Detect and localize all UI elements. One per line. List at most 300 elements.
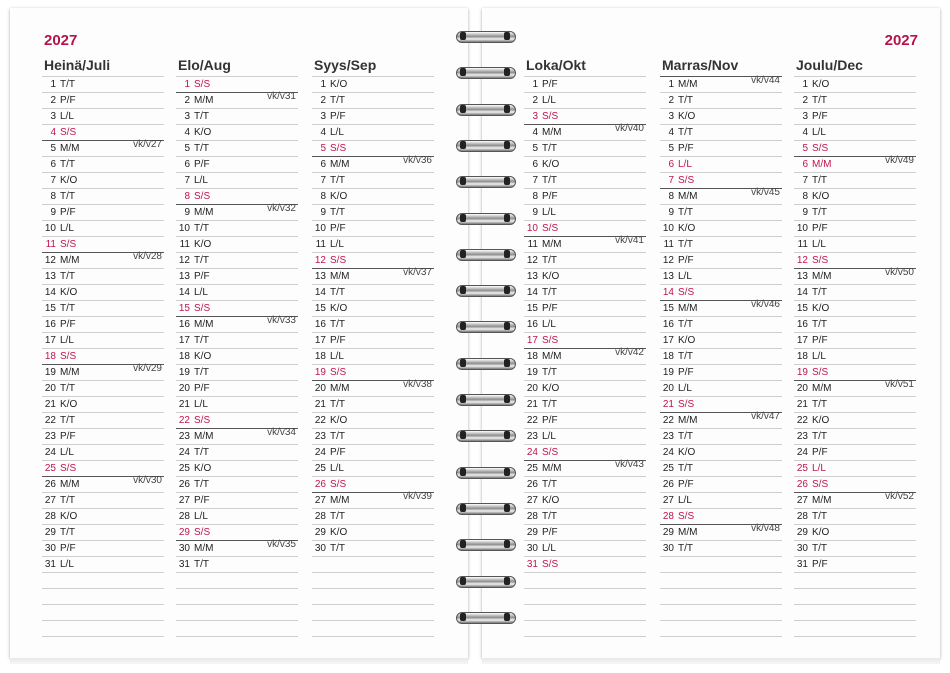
day-number: 12 [314, 255, 326, 266]
weekday-abbr: T/T [60, 495, 75, 506]
day-number: 1 [50, 79, 56, 90]
note-line [176, 605, 298, 621]
weekday-abbr: S/S [678, 399, 695, 410]
weekday-abbr: S/S [60, 239, 77, 250]
day-number: 29 [796, 527, 808, 538]
day-number: 10 [662, 223, 674, 234]
day-number: 9 [802, 207, 808, 218]
week-number: vk/v41 [615, 235, 644, 246]
day-row [42, 109, 164, 125]
weekday-abbr: M/M [678, 527, 698, 538]
day-row [176, 109, 298, 125]
day-row [42, 252, 164, 269]
day-number: 22 [662, 415, 674, 426]
day-number: 5 [668, 143, 674, 154]
day-number: 21 [662, 399, 674, 410]
day-row [312, 380, 434, 397]
day-number: 18 [314, 351, 326, 362]
day-number: 19 [796, 367, 808, 378]
weekday-abbr: L/L [330, 239, 344, 250]
weekday-abbr: S/S [542, 111, 559, 122]
weekday-abbr: L/L [194, 399, 208, 410]
day-number: 27 [314, 495, 326, 506]
weekday-abbr: M/M [330, 159, 350, 170]
spiral-binding [450, 28, 520, 648]
day-number: 18 [44, 351, 56, 362]
weekday-abbr: K/O [678, 335, 696, 346]
day-row [312, 268, 434, 285]
day-row [312, 317, 434, 333]
day-number: 1 [668, 79, 674, 90]
weekday-abbr: M/M [812, 495, 832, 506]
day-number: 14 [796, 287, 808, 298]
day-number: 15 [314, 303, 326, 314]
day-row [794, 285, 916, 301]
weekday-abbr: L/L [194, 287, 208, 298]
weekday-abbr: S/S [194, 79, 211, 90]
weekday-abbr: K/O [330, 527, 348, 538]
day-number: 29 [526, 527, 538, 538]
weekday-abbr: L/L [678, 271, 692, 282]
day-number: 5 [184, 143, 190, 154]
day-number: 6 [184, 159, 190, 170]
day-row [312, 492, 434, 509]
day-row [660, 93, 782, 109]
day-row [42, 333, 164, 349]
day-number: 14 [314, 287, 326, 298]
month-name: Syys/Sep [312, 56, 434, 77]
day-row [660, 445, 782, 461]
weekday-abbr: T/T [678, 207, 693, 218]
day-number: 13 [526, 271, 538, 282]
day-number: 27 [796, 495, 808, 506]
spiral-coil [450, 573, 520, 589]
weekday-abbr: S/S [60, 463, 77, 474]
day-row [524, 173, 646, 189]
day-row [660, 493, 782, 509]
weekday-abbr: K/O [812, 415, 830, 426]
day-row [42, 509, 164, 525]
note-line [312, 589, 434, 605]
day-number: 11 [315, 239, 326, 250]
spiral-coil [450, 101, 520, 117]
week-number: vk/v28 [133, 251, 162, 262]
day-number: 5 [532, 143, 538, 154]
day-row [42, 397, 164, 413]
day-number: 4 [668, 127, 674, 138]
day-row [524, 124, 646, 141]
weekday-abbr: S/S [194, 415, 211, 426]
weekday-abbr: P/F [60, 319, 76, 330]
day-number: 24 [44, 447, 56, 458]
weekday-abbr: K/O [194, 239, 212, 250]
day-row [176, 365, 298, 381]
day-number: 31 [44, 559, 56, 570]
day-number: 17 [178, 335, 190, 346]
day-row [312, 77, 434, 93]
day-number: 15 [662, 303, 674, 314]
day-row [42, 285, 164, 301]
weekday-abbr: T/T [330, 175, 345, 186]
day-number: 14 [662, 287, 674, 298]
weekday-abbr: P/F [678, 255, 694, 266]
day-row [312, 333, 434, 349]
weekday-abbr: S/S [330, 255, 347, 266]
note-line [312, 621, 434, 637]
weekday-abbr: P/F [542, 303, 558, 314]
day-number: 19 [314, 367, 326, 378]
day-row [312, 541, 434, 557]
note-line [524, 573, 646, 589]
weekday-abbr: M/M [60, 143, 80, 154]
day-row [794, 429, 916, 445]
day-row [312, 525, 434, 541]
day-row [312, 285, 434, 301]
day-row [794, 349, 916, 365]
day-number: 8 [668, 191, 674, 202]
weekday-abbr: L/L [60, 447, 74, 458]
day-number: 11 [797, 239, 808, 250]
weekday-abbr: P/F [812, 223, 828, 234]
note-line [660, 573, 782, 589]
day-number: 26 [178, 479, 190, 490]
weekday-abbr: T/T [678, 463, 693, 474]
day-row [660, 524, 782, 541]
day-row [312, 221, 434, 237]
day-row [42, 445, 164, 461]
month-column [42, 56, 164, 637]
day-row [176, 445, 298, 461]
week-number: vk/v31 [267, 91, 296, 102]
weekday-abbr: L/L [678, 383, 692, 394]
day-number: 4 [802, 127, 808, 138]
day-number: 8 [184, 191, 190, 202]
day-number: 20 [796, 383, 808, 394]
week-number: vk/v32 [267, 203, 296, 214]
day-number: 25 [178, 463, 190, 474]
weekday-abbr: L/L [330, 463, 344, 474]
day-row [176, 221, 298, 237]
day-number: 2 [50, 95, 56, 106]
weekday-abbr: T/T [60, 527, 75, 538]
spiral-coil [450, 210, 520, 226]
weekday-abbr: L/L [678, 495, 692, 506]
spiral-coil [450, 173, 520, 189]
weekday-abbr: K/O [812, 191, 830, 202]
day-row [524, 285, 646, 301]
day-row [794, 77, 916, 93]
note-line [176, 589, 298, 605]
day-number: 28 [662, 511, 674, 522]
day-number: 1 [802, 79, 808, 90]
day-number: 18 [796, 351, 808, 362]
day-number: 29 [314, 527, 326, 538]
day-number: 7 [802, 175, 808, 186]
note-line [42, 573, 164, 589]
day-number: 20 [44, 383, 56, 394]
day-row [660, 477, 782, 493]
day-row [312, 173, 434, 189]
weekday-abbr: K/O [194, 351, 212, 362]
day-row [176, 557, 298, 573]
day-row [176, 509, 298, 525]
day-row [312, 93, 434, 109]
weekday-abbr: S/S [542, 223, 559, 234]
week-number: vk/v33 [267, 315, 296, 326]
weekday-abbr: P/F [60, 95, 76, 106]
day-number: 2 [802, 95, 808, 106]
month-column [524, 56, 646, 637]
day-number: 13 [44, 271, 56, 282]
day-number: 10 [44, 223, 56, 234]
weekday-abbr: M/M [330, 271, 350, 282]
day-number: 6 [532, 159, 538, 170]
month-column [794, 56, 916, 637]
day-row [794, 237, 916, 253]
day-number: 13 [178, 271, 190, 282]
weekday-abbr: T/T [194, 255, 209, 266]
day-number: 12 [662, 255, 674, 266]
weekday-abbr: M/M [542, 239, 562, 250]
weekday-abbr: S/S [542, 447, 559, 458]
day-row [312, 413, 434, 429]
day-number: 5 [802, 143, 808, 154]
weekday-abbr: T/T [812, 319, 827, 330]
day-row [42, 557, 164, 573]
day-row [524, 348, 646, 365]
day-number: 28 [796, 511, 808, 522]
day-row [660, 269, 782, 285]
day-number: 15 [44, 303, 56, 314]
day-row [312, 189, 434, 205]
weekday-abbr: P/F [194, 159, 210, 170]
day-row [312, 205, 434, 221]
day-number: 7 [668, 175, 674, 186]
day-row [524, 189, 646, 205]
day-number: 4 [50, 127, 56, 138]
weekday-abbr: S/S [60, 127, 77, 138]
weekday-abbr: T/T [330, 543, 345, 554]
weekday-abbr: T/T [812, 175, 827, 186]
day-number: 5 [320, 143, 326, 154]
day-row [660, 461, 782, 477]
day-row [42, 93, 164, 109]
day-row [42, 413, 164, 429]
day-row [794, 333, 916, 349]
weekday-abbr: K/O [542, 159, 560, 170]
week-number: vk/v29 [133, 363, 162, 374]
day-row [660, 76, 782, 93]
day-number: 27 [526, 495, 538, 506]
day-row [794, 205, 916, 221]
day-row [312, 125, 434, 141]
weekday-abbr: T/T [678, 431, 693, 442]
day-number: 20 [314, 383, 326, 394]
day-number: 17 [314, 335, 326, 346]
weekday-abbr: K/O [330, 415, 348, 426]
day-row [42, 301, 164, 317]
month-column [176, 56, 298, 637]
weekday-abbr: M/M [542, 463, 562, 474]
week-number: vk/v30 [133, 475, 162, 486]
weekday-abbr: S/S [194, 527, 211, 538]
day-number: 30 [44, 543, 56, 554]
weekday-abbr: T/T [194, 335, 209, 346]
week-number: vk/v40 [615, 123, 644, 134]
weekday-abbr: T/T [542, 399, 557, 410]
day-row [660, 365, 782, 381]
day-row [660, 429, 782, 445]
week-number: vk/v39 [403, 491, 432, 502]
weekday-abbr: T/T [812, 95, 827, 106]
day-number: 29 [662, 527, 674, 538]
day-number: 22 [314, 415, 326, 426]
week-number: vk/v27 [133, 139, 162, 150]
day-number: 11 [663, 239, 674, 250]
day-number: 15 [178, 303, 190, 314]
day-row [42, 381, 164, 397]
weekday-abbr: K/O [542, 495, 560, 506]
day-number: 16 [796, 319, 808, 330]
day-number: 12 [796, 255, 808, 266]
day-row [660, 141, 782, 157]
spiral-coil [450, 355, 520, 371]
weekday-abbr: K/O [194, 463, 212, 474]
day-row [524, 317, 646, 333]
day-row [524, 205, 646, 221]
weekday-abbr: L/L [812, 239, 826, 250]
weekday-abbr: T/T [542, 175, 557, 186]
calendar-spread [10, 8, 940, 666]
day-number: 17 [44, 335, 56, 346]
day-row [176, 493, 298, 509]
day-row [176, 92, 298, 109]
day-row [524, 477, 646, 493]
week-number: vk/v42 [615, 347, 644, 358]
day-number: 31 [526, 559, 538, 570]
day-number: 7 [320, 175, 326, 186]
day-row [312, 237, 434, 253]
day-number: 18 [662, 351, 674, 362]
day-number: 7 [50, 175, 56, 186]
weekday-abbr: T/T [812, 511, 827, 522]
week-number: vk/v35 [267, 539, 296, 550]
day-number: 18 [178, 351, 190, 362]
day-number: 25 [526, 463, 538, 474]
spiral-coil [450, 318, 520, 334]
weekday-abbr: M/M [812, 383, 832, 394]
day-row [794, 525, 916, 541]
day-number: 29 [178, 527, 190, 538]
day-number: 28 [314, 511, 326, 522]
spiral-coil [450, 464, 520, 480]
weekday-abbr: K/O [812, 303, 830, 314]
day-row [660, 412, 782, 429]
day-row [176, 125, 298, 141]
day-number: 30 [314, 543, 326, 554]
day-row [524, 493, 646, 509]
day-row [524, 525, 646, 541]
weekday-abbr: S/S [330, 367, 347, 378]
day-row [42, 429, 164, 445]
note-line [312, 573, 434, 589]
note-line [660, 589, 782, 605]
weekday-abbr: L/L [678, 159, 692, 170]
weekday-abbr: T/T [812, 543, 827, 554]
day-number: 2 [532, 95, 538, 106]
day-number: 4 [320, 127, 326, 138]
weekday-abbr: P/F [60, 207, 76, 218]
weekday-abbr: P/F [330, 223, 346, 234]
weekday-abbr: S/S [812, 479, 829, 490]
weekday-abbr: P/F [330, 335, 346, 346]
weekday-abbr: T/T [60, 415, 75, 426]
day-row [660, 157, 782, 173]
weekday-abbr: M/M [542, 127, 562, 138]
week-number: vk/v50 [885, 267, 914, 278]
day-number: 3 [50, 111, 56, 122]
weekday-abbr: K/O [678, 111, 696, 122]
day-row [42, 317, 164, 333]
weekday-abbr: L/L [542, 319, 556, 330]
weekday-abbr: S/S [678, 175, 695, 186]
day-number: 10 [178, 223, 190, 234]
spiral-coil [450, 427, 520, 443]
weekday-abbr: T/T [60, 383, 75, 394]
day-row [660, 125, 782, 141]
weekday-abbr: M/M [330, 495, 350, 506]
weekday-abbr: M/M [194, 207, 214, 218]
weekday-abbr: T/T [330, 431, 345, 442]
weekday-abbr: S/S [194, 191, 211, 202]
day-number: 11 [179, 239, 190, 250]
day-row [524, 301, 646, 317]
day-number: 28 [44, 511, 56, 522]
day-number: 25 [796, 463, 808, 474]
weekday-abbr: S/S [60, 351, 77, 362]
day-number: 17 [526, 335, 538, 346]
week-number: vk/v51 [885, 379, 914, 390]
note-line [794, 589, 916, 605]
day-row [176, 237, 298, 253]
weekday-abbr: K/O [678, 447, 696, 458]
spiral-coil [450, 64, 520, 80]
day-row [312, 461, 434, 477]
day-row [524, 253, 646, 269]
day-number: 13 [314, 271, 326, 282]
weekday-abbr: L/L [194, 175, 208, 186]
day-row [524, 93, 646, 109]
day-row [42, 476, 164, 493]
day-row [660, 349, 782, 365]
day-number: 26 [662, 479, 674, 490]
day-row [312, 509, 434, 525]
day-row [660, 381, 782, 397]
day-number: 9 [50, 207, 56, 218]
weekday-abbr: T/T [330, 399, 345, 410]
month-column [660, 56, 782, 637]
week-number: vk/v43 [615, 459, 644, 470]
day-number: 13 [796, 271, 808, 282]
note-line [176, 621, 298, 637]
day-row [176, 333, 298, 349]
weekday-abbr: M/M [678, 79, 698, 90]
weekday-abbr: S/S [812, 143, 829, 154]
weekday-abbr: T/T [194, 447, 209, 458]
weekday-abbr: P/F [678, 479, 694, 490]
day-number: 19 [44, 367, 56, 378]
day-number: 17 [796, 335, 808, 346]
